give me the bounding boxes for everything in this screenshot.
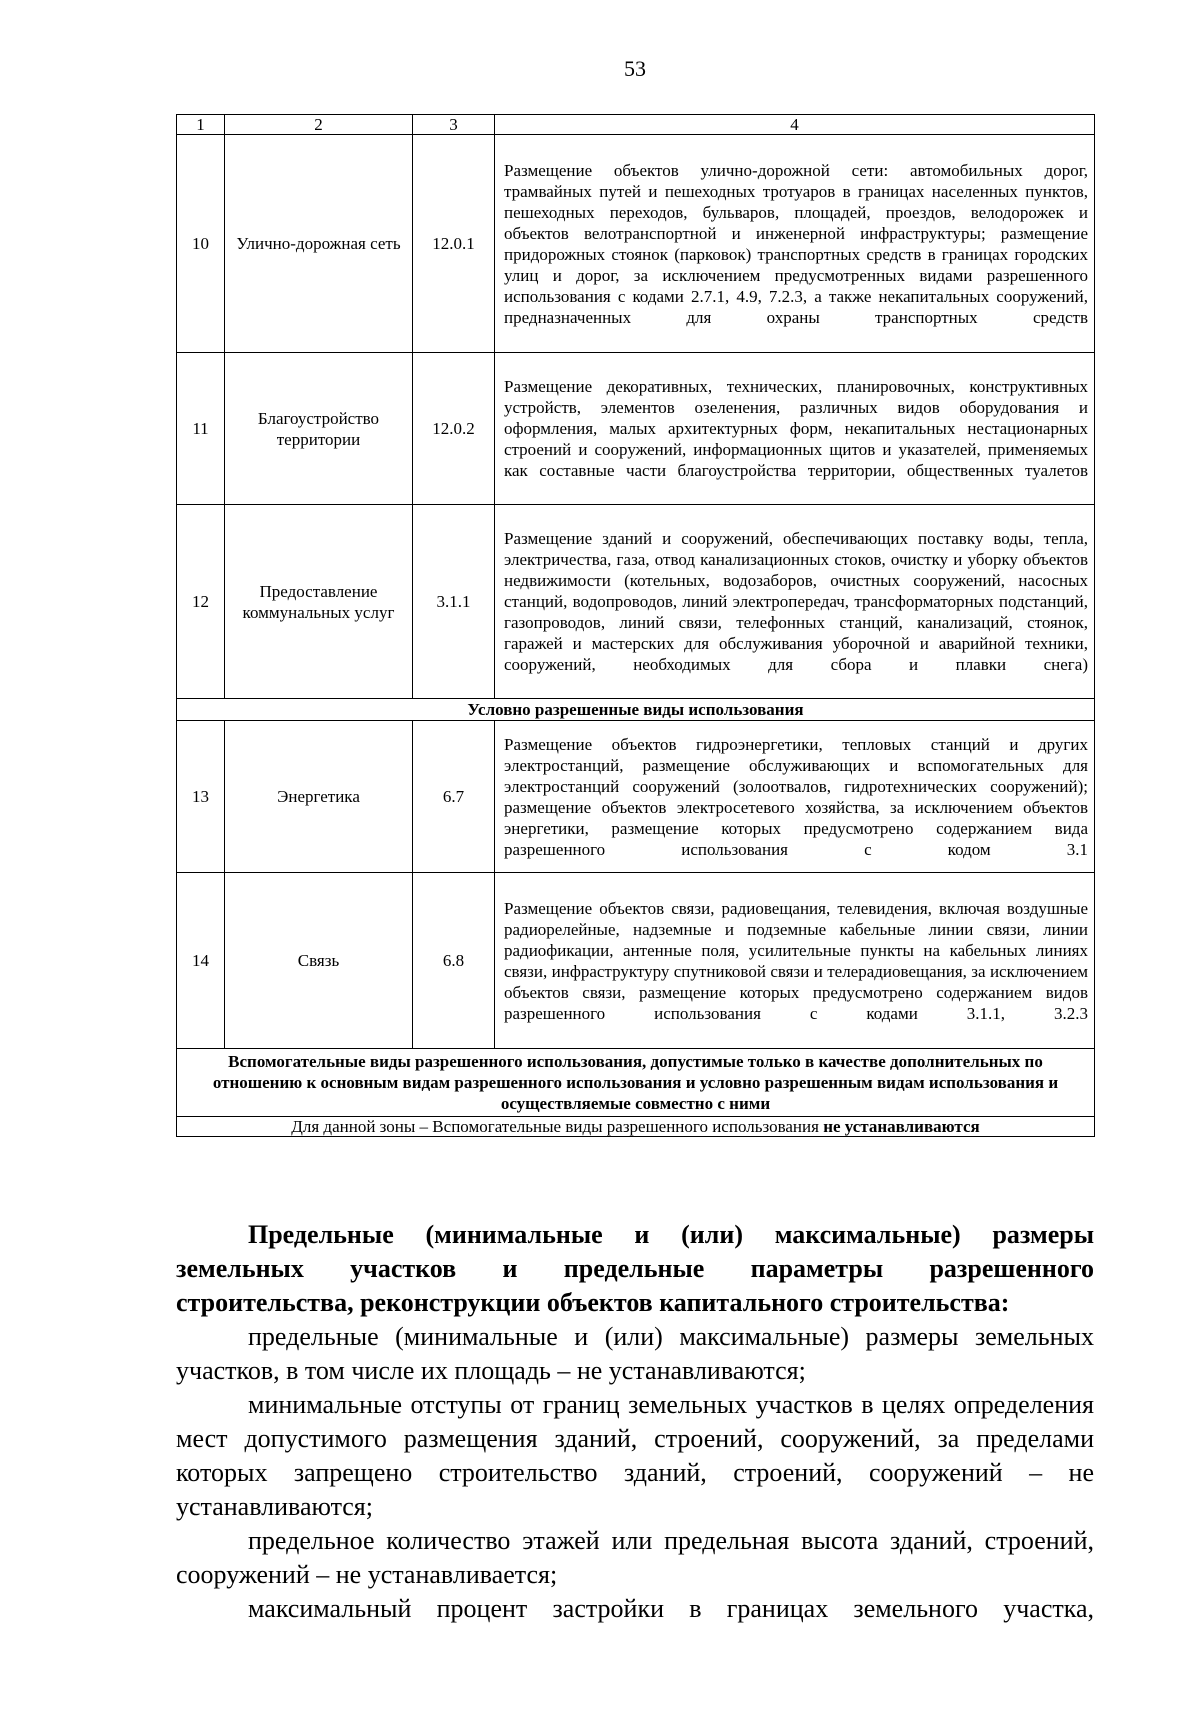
- table-row: [177, 721, 1095, 873]
- paragraph: предельное количество этажей или предельная высота зданий, строений, сооружений – не устанавливается;: [176, 1526, 1094, 1589]
- use-type-name: Связь: [225, 873, 413, 1049]
- use-type-name: Предоставление коммунальных услуг: [225, 505, 413, 699]
- use-type-description: Размещение объектов улично-дорожной сети: автомобильных дорог, трамвайных путей и пешеходных тротуаров в границах населенных пунктов, пешеходных переходов, бульваров, площадей, проездов, велодорожек и объектов велотранспортной и инженерной инфраструктуры; размещение придорожных стоянок (парковок) транспортных средств в границах городских улиц и дорог, за исключением предусмотренных видами разрешенного использования с кодами 2.7.1, 4.9, 7.2.3, а также некапитальных сооружений, предназначенных для охраны транспортных средств: [495, 135, 1095, 353]
- paragraph: максимальный процент застройки в границах земельного участка,: [248, 1594, 1094, 1623]
- paragraph: предельные (минимальные и (или) максимальные) размеры земельных участков, в том числе их площадь – не устанавливаются;: [176, 1322, 1094, 1385]
- auxiliary-note-prefix: Для данной зоны – Вспомогательные виды разрешенного использования: [291, 1117, 824, 1136]
- paragraph: минимальные отступы от границ земельных участков в целях определения мест допустимого размещения зданий, строений, сооружений, за пределами которых запрещено строительство зданий, строений, сооружений – не устанавливаются;: [176, 1390, 1094, 1521]
- row-number: 13: [177, 721, 225, 873]
- header-col-3: 3: [413, 115, 495, 135]
- heading-line: строительства, реконструкции объектов капитального строительства:: [176, 1288, 1010, 1317]
- use-type-name: Энергетика: [225, 721, 413, 873]
- table-row: [177, 135, 1095, 353]
- header-col-1: 1: [177, 115, 225, 135]
- use-type-description: Размещение зданий и сооружений, обеспечивающих поставку воды, тепла, электричества, газа, отвод канализационных стоков, очистку и уборку объектов недвижимости (котельных, водозаборов, очистных сооружений, насосных станций, водопроводов, линий электропередач, трансформаторных подстанций, газопроводов, линий связи, телефонных станций, канализаций, стоянок, гаражей и мастерских для обслуживания уборочной и аварийной техники, сооружений, необходимых для сбора и плавки снега): [495, 505, 1095, 699]
- row-number: 14: [177, 873, 225, 1049]
- section-title: Условно разрешенные виды использования: [177, 699, 1095, 721]
- use-type-code: 3.1.1: [413, 505, 495, 699]
- page-number: 53: [624, 56, 646, 81]
- use-type-name: Благоустройство территории: [225, 353, 413, 505]
- land-use-table: [176, 114, 1095, 1137]
- table-row: [177, 505, 1095, 699]
- table-row: [177, 353, 1095, 505]
- use-type-code: 6.8: [413, 873, 495, 1049]
- section-title: Вспомогательные виды разрешенного использования, допустимые только в качестве дополнительных по отношению к основным видам разрешенного использования и условно разрешенным видам использования и осуществляемые совместно с ними: [177, 1049, 1095, 1117]
- table-row: [177, 873, 1095, 1049]
- body-text: [176, 1218, 1094, 1626]
- use-type-code: 12.0.1: [413, 135, 495, 353]
- row-number: 12: [177, 505, 225, 699]
- use-type-code: 6.7: [413, 721, 495, 873]
- use-type-description: Размещение объектов гидроэнергетики, тепловых станций и других электростанций, размещение обслуживающих и вспомогательных для электростанций сооружений (золоотвалов, гидротехнических сооружений); размещение объектов электросетевого хозяйства, за исключением объектов энергетики, размещение которых предусмотрено содержанием вида разрешенного использования с кодом 3.1: [495, 721, 1095, 873]
- heading-line: земельных участков и предельные параметры разрешенного: [176, 1254, 1094, 1283]
- header-col-4: 4: [495, 115, 1095, 135]
- use-type-name: Улично-дорожная сеть: [225, 135, 413, 353]
- use-type-description: Размещение декоративных, технических, планировочных, конструктивных устройств, элементов озеленения, различных видов оборудования и оформления, малых архитектурных форм, некапитальных нестационарных строений и сооружений, информационных щитов и указателей, применяемых как составные части благоустройства территории, общественных туалетов: [495, 353, 1095, 505]
- auxiliary-note-emphasis: не устанавливаются: [823, 1117, 980, 1136]
- row-number: 10: [177, 135, 225, 353]
- table-header-row: [177, 115, 1095, 135]
- header-col-2: 2: [225, 115, 413, 135]
- heading-line: Предельные (минимальные и (или) максимальные) размеры: [248, 1220, 1094, 1249]
- section-heading: [176, 1218, 1094, 1320]
- row-number: 11: [177, 353, 225, 505]
- auxiliary-note-row: [177, 1117, 1095, 1137]
- use-type-description: Размещение объектов связи, радиовещания, телевидения, включая воздушные радиорелейные, надземные и подземные кабельные линии связи, линии радиофикации, антенные поля, усилительные пункты на кабельных линиях связи, инфраструктуру спутниковой связи и телерадиовещания, за исключением объектов связи, размещение которых предусмотрено содержанием видов разрешенного использования с кодами 3.1.1, 3.2.3: [495, 873, 1095, 1049]
- section-header-auxiliary: [177, 1049, 1095, 1117]
- section-header-conditional: [177, 699, 1095, 721]
- use-type-code: 12.0.2: [413, 353, 495, 505]
- auxiliary-note: [177, 1117, 1095, 1137]
